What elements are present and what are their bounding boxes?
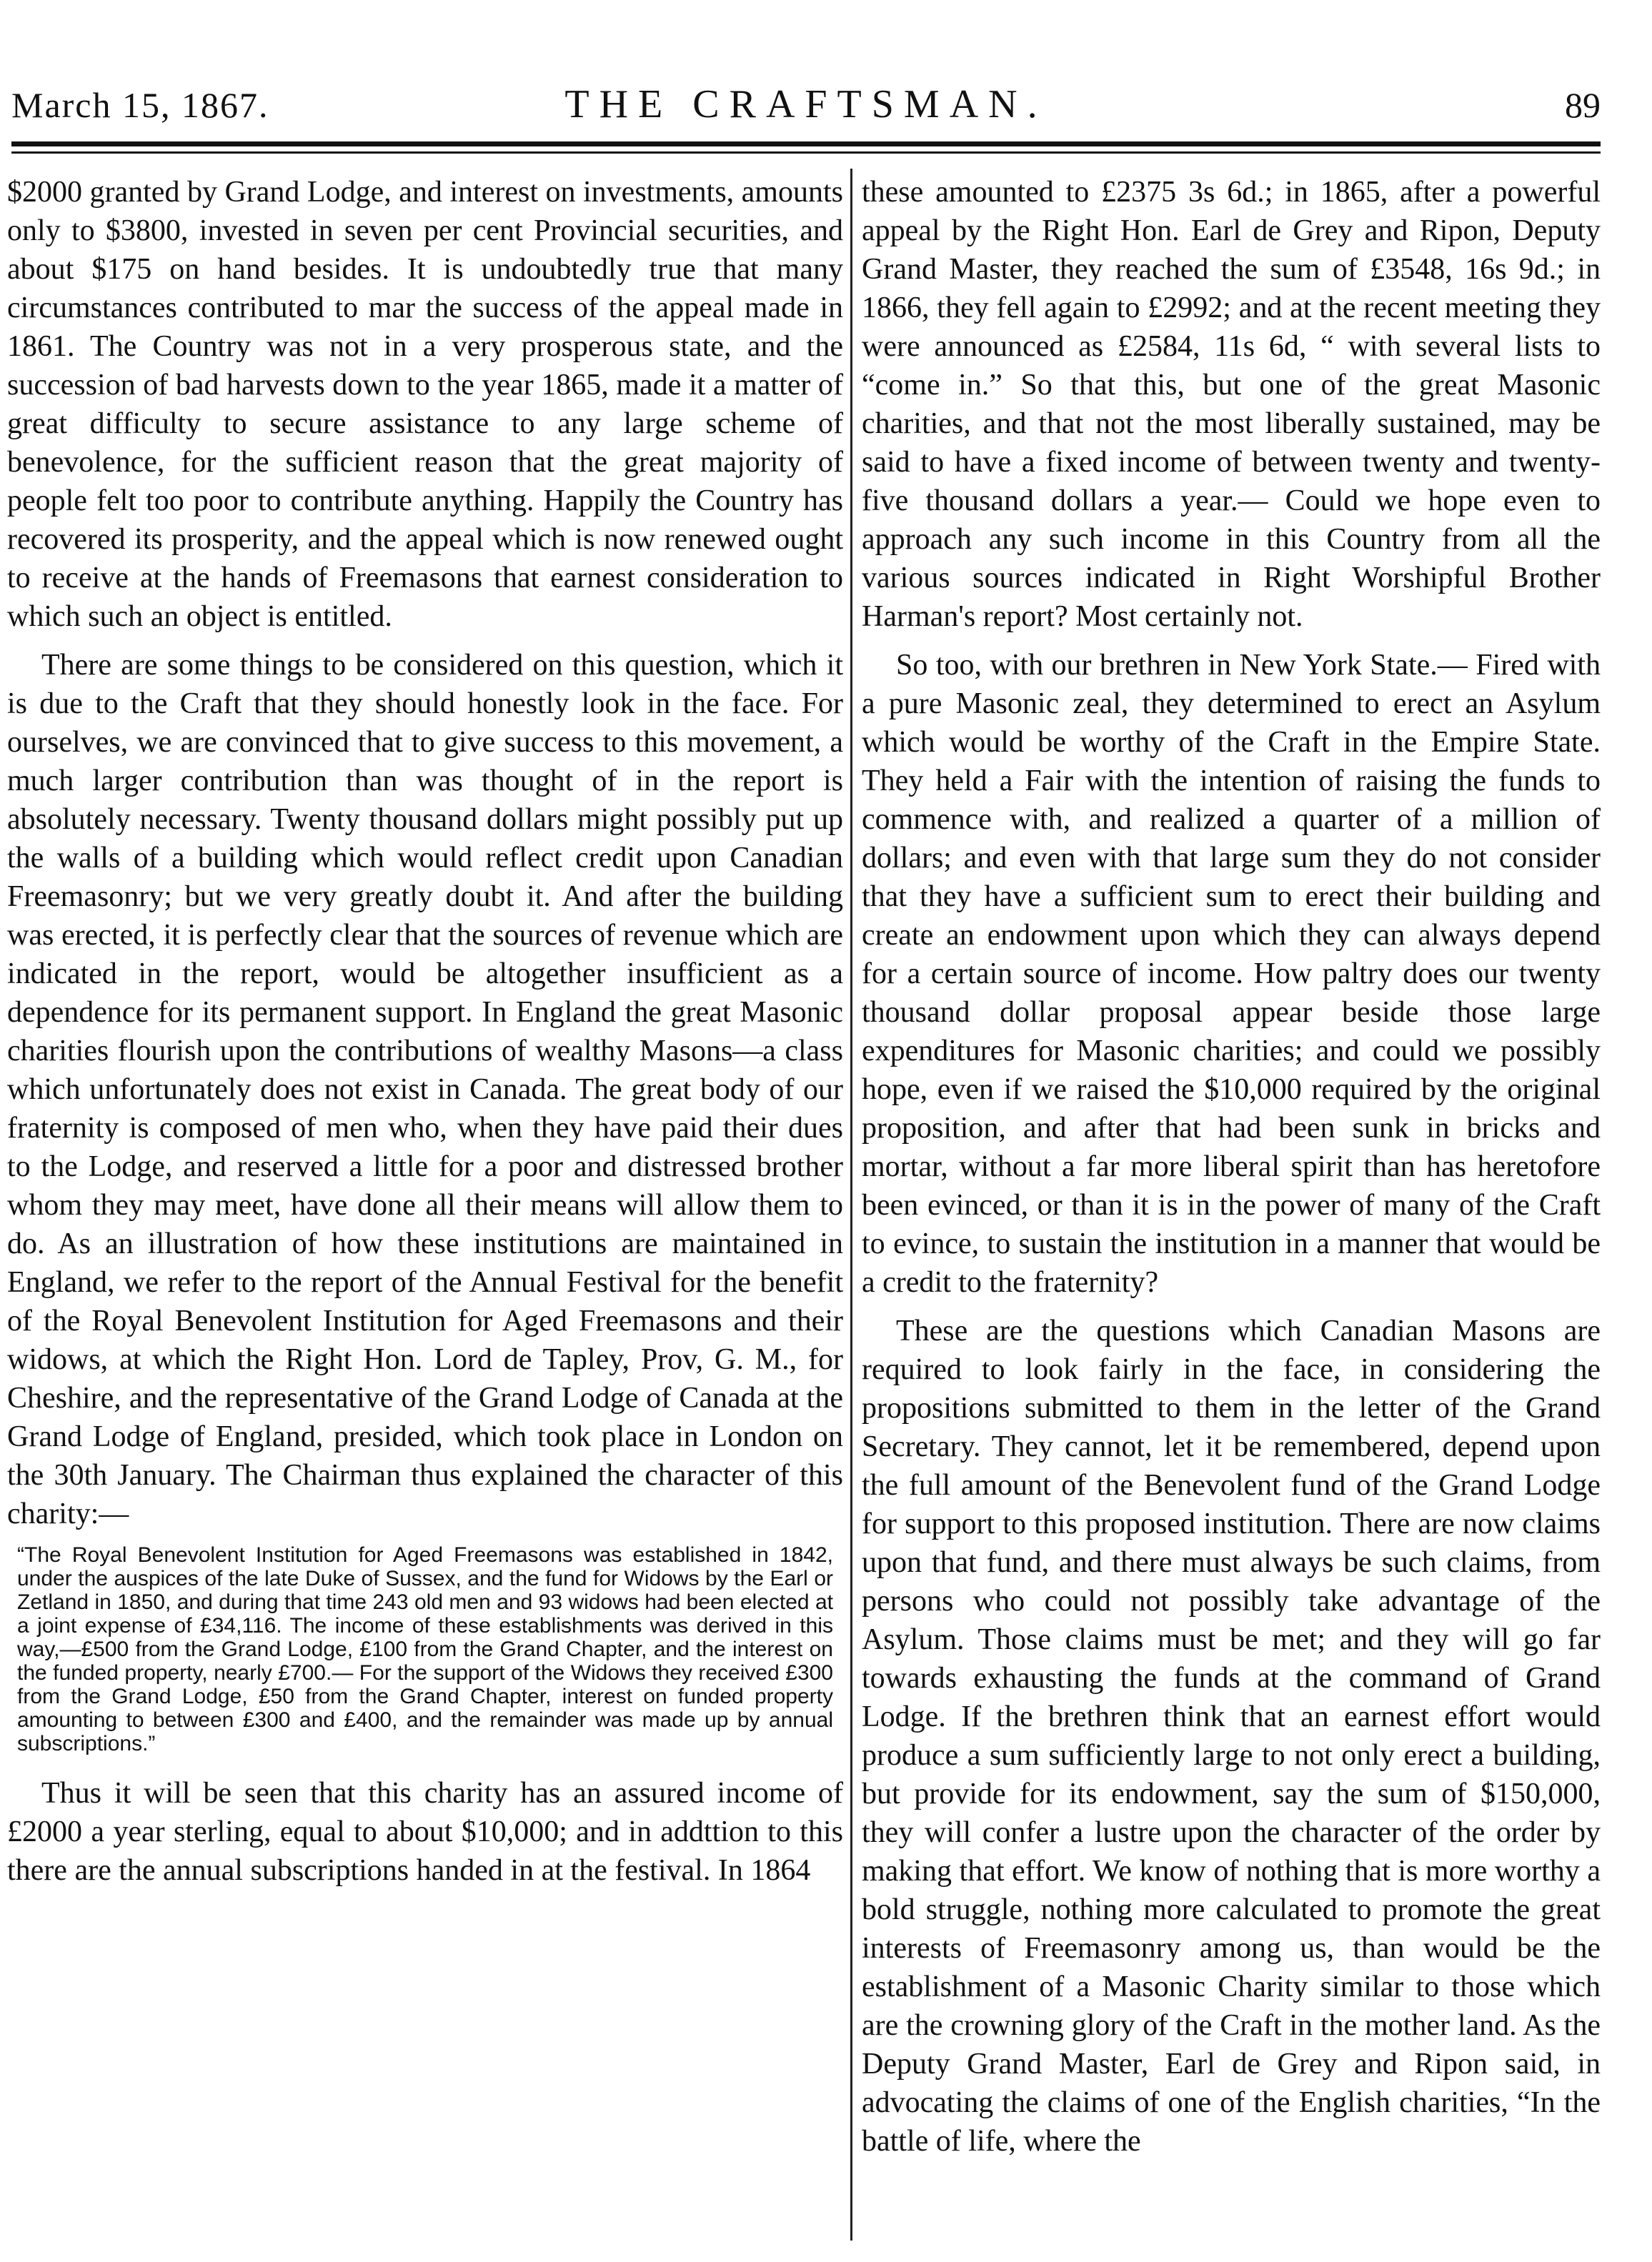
issue-date: March 15, 1867.	[11, 85, 269, 125]
right-paragraph-2: So too, with our brethren in New York State.— Fired with a pure Masonic zeal, they determined to erect an Asylum which would be worthy of the Craft in the Empire State. They held a Fair with the intention of raising the funds to commence with, and realized a quarter of a million of dollars; and even with that large sum they do not consider that they have a sufficient sum to erect their building and create an endowment upon which they can always depend for a certain source of income. How paltry does our twenty thousand dollar proposal appear beside those large expenditures for Masonic charities; and could we possibly hope, even if we raised the $10,000 required by the original proposition, and after that had been sunk in bricks and mortar, without a far more liberal spirit than has heretofore been evinced, or than it is in the power of many of the Craft to evince, to sustain the institution in a manner that would be a credit to the fraternity?	[862, 649, 1601, 1299]
left-paragraph-3: Thus it will be seen that this charity has an assured income of £2000 a year sterling, equal to about $10,000; and in addttion to this there are the annual subscriptions handed in at the festival. In 1864	[7, 1777, 843, 1887]
block-quote: “The Royal Benevolent Institution for Aged Freemasons was established in 1842, under the auspices of the late Duke of Sussex, and the fund for Widows by the Earl or Zetland in 1850, and during that time 243 old men and 93 widows had been elected at a joint expense of £34,116. The income of these establishments was derived in this way,—£500 from the Grand Lodge, £100 from the Grand Chapter, and the interest on the funded property, nearly £700.— For the support of the Widows they received £300 from the Grand Lodge, £50 from the Grand Chapter, interest on funded property amounting to between £300 and £400, and the remainder was made up by annual subscriptions.”	[17, 1543, 833, 1755]
page-number: 89	[1565, 85, 1601, 125]
right-column	[862, 173, 1601, 2245]
left-column	[7, 173, 843, 2245]
right-paragraph-3: These are the questions which Canadian Masons are required to look fairly in the face, in considering the propositions submitted to them in the letter of the Grand Secretary. They cannot, let it be remembered, depend upon the full amount of the Benevolent fund of the Grand Lodge for support to this proposed institution. There are now claims upon that fund, and there must always be such claims, from persons who could not possibly take advantage of the Asylum. Those claims must be met; and they will go far towards exhausting the funds at the command of Grand Lodge. If the brethren think that an earnest effort would produce a sum sufficiently large to not only erect a building, but provide for its endowment, say the sum of $150,000, they will confer a lustre upon the character of the order by making that effort. We know of nothing that is more worthy a bold struggle, nothing more calculated to promote the great interests of Freemasonry among us, than would be the establishment of a Masonic Charity similar to those which are the crowning glory of the Craft in the mother land. As the Deputy Grand Master, Earl de Grey and Ripon said, in advocating the claims of one of the English charities, “In the battle of life, where the	[862, 1315, 1601, 2158]
left-paragraph-1: $2000 granted by Grand Lodge, and interest on investments, amounts only to $3800, invested in seven per cent Provincial securities, and about $175 on hand besides. It is undoubtedly true that many circumstances contributed to mar the success of the appeal made in 1861. The Country was not in a very prosperous state, and the succession of bad harvests down to the year 1865, made it a matter of great difficulty to secure assistance to any large scheme of benevolence, for the sufficient reason that the great majority of people felt too poor to contribute anything. Happily the Country has recovered its prosperity, and the appeal which is now renewed ought to receive at the hands of Freemasons that earnest consideration to which such an object is entitled.	[7, 176, 843, 633]
header-rule-thin	[11, 151, 1601, 154]
page-header	[11, 77, 1601, 134]
header-rule-thick	[11, 141, 1601, 146]
left-paragraph-2: There are some things to be considered on this question, which it is due to the Craft that they should honestly look in the face. For ourselves, we are convinced that to give success to this movement, a much larger contribution than was thought of in the report is absolutely necessary. Twenty thousand dollars might possibly put up the walls of a building which would reflect credit upon Canadian Freemasonry; but we very greatly doubt it. And after the building was erected, it is perfectly clear that the sources of revenue which are indicated in the report, would be altogether insufficient as a dependence for its permanent support. In England the great Masonic charities flourish upon the contributions of wealthy Masons—a class which unfortunately does not exist in Canada. The great body of our fraternity is composed of men who, when they have paid their dues to the Lodge, and reserved a little for a poor and distressed brother whom they may meet, have done all their means will allow them to do. As an illustration of how these institutions are maintained in England, we refer to the report of the Annual Festival for the benefit of the Royal Benevolent Institution for Aged Freemasons and their widows, at which the Right Hon. Lord de Tapley, Prov, G. M., for Cheshire, and the representative of the Grand Lodge of Canada at the Grand Lodge of England, presided, which took place in London on the 30th January. The Chairman thus explained the character of this charity:—	[7, 649, 843, 1530]
publication-title: THE CRAFTSMAN.	[564, 82, 1048, 126]
column-divider	[850, 169, 852, 2241]
right-paragraph-1: these amounted to £2375 3s 6d.; in 1865, after a powerful appeal by the Right Hon. Earl de Grey and Ripon, Deputy Grand Master, they reached the sum of £3548, 16s 9d.; in 1866, they fell again to £2992; and at the recent meeting they were announced as £2584, 11s 6d, “ with several lists to “come in.” So that this, but one of the great Masonic charities, and that not the most liberally sustained, may be said to have a fixed income of between twenty and twenty-five thousand dollars a year.— Could we hope even to approach any such income in this Country from all the various sources indicated in Right Worshipful Brother Harman's report? Most certainly not.	[862, 176, 1601, 633]
